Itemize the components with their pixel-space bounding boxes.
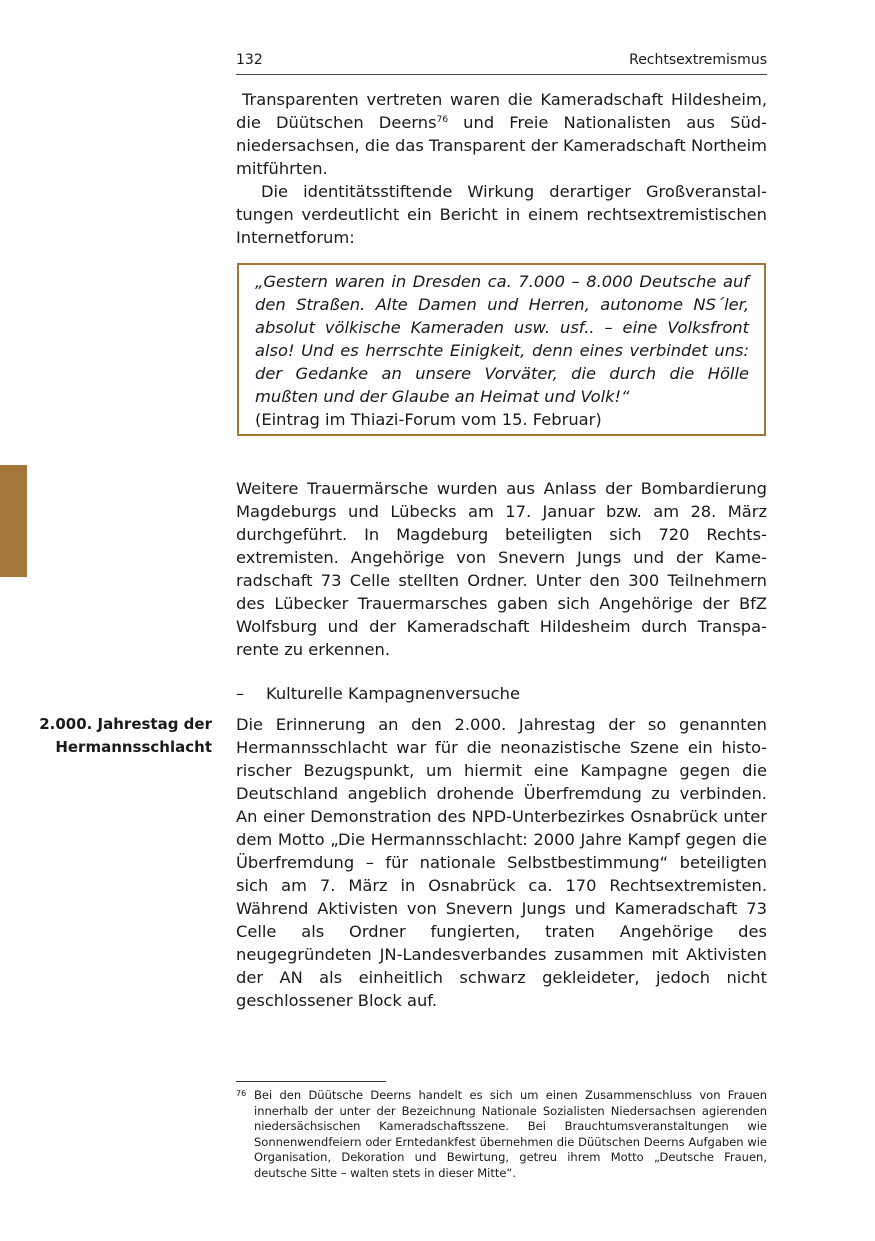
list-item-text: Kulturelle Kampagnenversuche xyxy=(266,684,520,703)
quote-box xyxy=(237,263,766,436)
paragraph-4: Die Erinnerung an den 2.000. Jahrestag der so genannten Hermannsschlacht war für die neonazistische Szene ein historischer Bezugspunkt, um hiermit eine Kampagne gegen die Deutschland angeblich drohende Überfremdung zu verbinden. An einer Demonstration des NPD-Unterbezirkes Osnabrück unter dem Motto „Die Hermannsschlacht: 2000 Jahre Kampf gegen die Überfremdung – für nationale Selbstbestimmung“ beteiligten sich am 7. März in Osnabrück ca. 170 Rechtsextremisten. Während Aktivisten von Snevern Jungs und Kameradschaft 73 Celle als Ordner fungierten, traten Angehörige des neugegründeten JN-Landesverbandes zusammen mit Aktivisten der AN als einheitlich schwarz gekleideter, jedoch nicht geschlossener Block auf. xyxy=(236,715,767,1010)
side-heading-line-1: 2.000. Jahrestag der xyxy=(39,715,212,733)
running-title: Rechtsextremismus xyxy=(629,52,767,68)
paragraph-2: Die identitätsstiftende Wirkung derartiger Großveranstaltungen verdeutlicht ein Bericht in einem rechtsextremistischen Internetforum: xyxy=(236,182,767,247)
paragraph-1-text-b: und Freie Nationalisten aus Südniedersachsen, die das Transparent der Kameradschaft Northeim mitführten. xyxy=(236,113,768,178)
chapter-tab-marker xyxy=(0,465,27,577)
footnote-text: Bei den Düütsche Deerns handelt es sich um einen Zusammenschluss von Frauen innerhalb der unter der Bezeichnung Nationale Sozialisten Niedersachsen agierenden niedersächsischen Kameradschaftsszene. Bei Brauchtumsveranstaltungen wie Sonnenwendfeiern oder Erntedankfest übernehmen die Düütschen Deerns Aufgaben wie Organisation, Dekoration und Bewirtung, getreu ihrem Motto „Deutsche Frauen, deutsche Sitte – walten stets in dieser Mitte“. xyxy=(254,1088,767,1180)
footnote-number: 76 xyxy=(236,1089,247,1098)
paragraph-1-text-a: Transparenten vertreten waren die Kameradschaft Hildesheim, die Düütschen Deerns xyxy=(236,90,767,132)
side-heading xyxy=(20,713,212,759)
page-header xyxy=(236,52,767,75)
paragraph-3: Weitere Trauermärsche wurden aus Anlass der Bombardierung Magdeburgs und Lübecks am 17. Januar bzw. am 28. März durchgeführt. In Magdeburg beteiligten sich 720 Rechtsextremisten. Angehörige von Snevern Jungs und der Kameradschaft 73 Celle stellten Ordner. Unter den 300 Teilnehmern des Lübecker Trauermarsches gaben sich Angehörige der BfZ Wolfsburg und der Kameradschaft Hildesheim durch Transparente zu erkennen. xyxy=(236,479,767,659)
side-heading-line-2: Hermannsschlacht xyxy=(55,738,212,756)
page-number: 132 xyxy=(236,52,263,68)
quote-text: „Gestern waren in Dresden ca. 7.000 – 8.000 Deutsche auf den Straßen. Alte Damen und Herren, autonome NS´ler, absolut völkische Kameraden usw. usf.. – eine Volksfront also! Und es herrschte Einigkeit, denn eines verbindet uns: der Gedanke an unsere Vorväter, die durch die Hölle mußten und der Glaube an Heimat und Volk!“ xyxy=(255,272,749,406)
list-dash: – xyxy=(236,684,245,703)
paragraph-1 xyxy=(236,88,767,180)
footnote-reference[interactable]: 76 xyxy=(436,115,449,125)
quote-source: (Eintrag im Thiazi-Forum vom 15. Februar) xyxy=(255,410,602,429)
footnote-divider xyxy=(236,1081,386,1082)
